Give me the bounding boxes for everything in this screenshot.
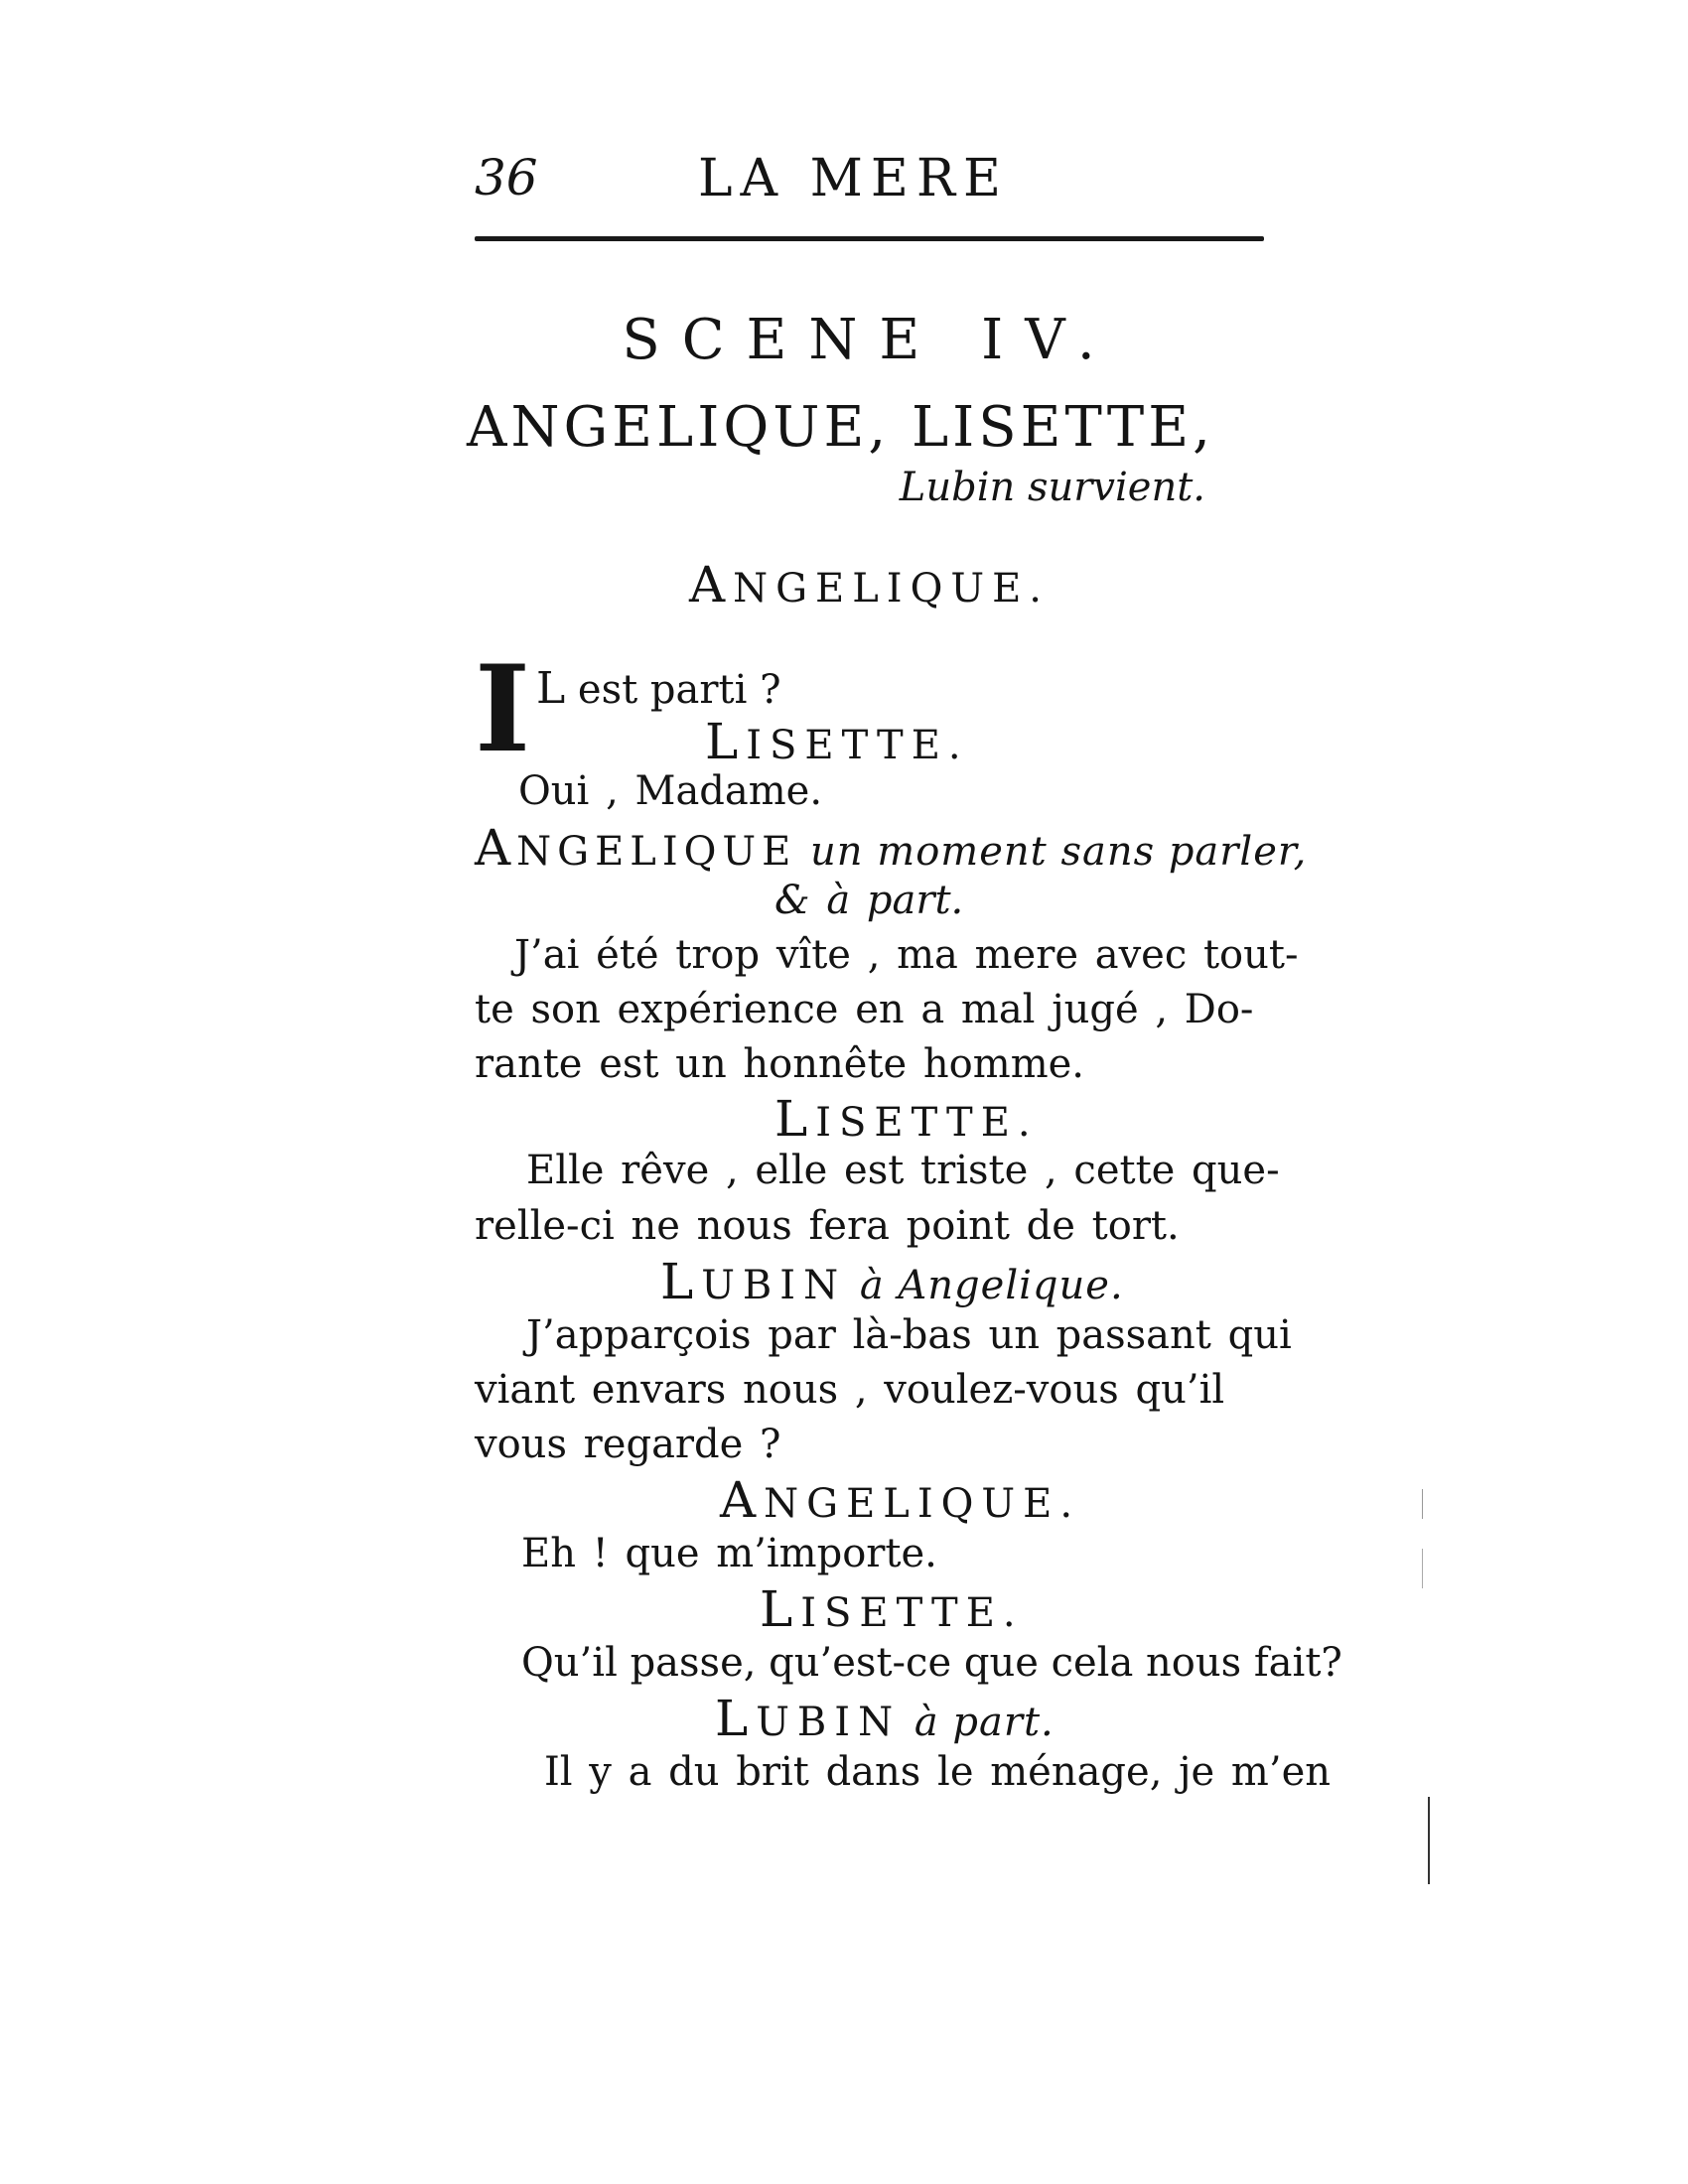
header-rule (475, 236, 1264, 241)
speaker-heading: ANGELIQUE un moment sans parler, (475, 819, 1308, 877)
dialogue-line: te son expérience en a mal jugé , Do- (475, 987, 1254, 1032)
dialogue-line: Eh ! que m’importe. (521, 1531, 937, 1576)
dialogue-line: J’apparçois par là-bas un passant qui (526, 1312, 1292, 1358)
dialogue-line: viant envars nous , voulez-vous qu’il (475, 1367, 1225, 1413)
stage-note: un moment sans parler, (796, 829, 1308, 875)
speaker-heading: ANGELIQUE. (720, 1471, 1081, 1529)
stage-note: & à part. (774, 878, 964, 923)
dialogue-line: vous regarde ? (475, 1422, 781, 1467)
drop-cap: I (475, 639, 531, 779)
stage-note: à Angelique. (846, 1263, 1124, 1308)
speaker-heading: LUBIN à part. (715, 1690, 1055, 1747)
scan-mark (1422, 1549, 1423, 1588)
dialogue-line: Il y a du brit dans le ménage, je m’en (544, 1749, 1331, 1795)
dialogue-line: relle-ci ne nous fera point de tort. (475, 1203, 1180, 1249)
page-header (475, 149, 1269, 218)
dialogue-line: J’ai été trop vîte , ma mere avec tout- (514, 932, 1299, 978)
cast-list: ANGELIQUE, LISETTE, (467, 395, 1214, 460)
scan-mark (1428, 1797, 1430, 1884)
page-number: 36 (475, 149, 538, 206)
speaker-heading: LISETTE. (760, 1580, 1024, 1638)
stage-direction: Lubin survient. (899, 465, 1205, 510)
speaker-heading: LUBIN à Angelique. (660, 1253, 1124, 1310)
scene-title: SCENE IV. (622, 308, 1117, 372)
speaker-heading: ANGELIQUE. (688, 556, 1051, 614)
dialogue-line: L est parti ? (536, 663, 781, 714)
stage-note: à part. (901, 1700, 1055, 1745)
dialogue-line: rante est un honnête homme. (475, 1041, 1085, 1087)
speaker-heading: LISETTE. (705, 713, 969, 770)
dialogue-line: Oui , Madame. (518, 768, 823, 814)
running-title: LA MERE (698, 149, 1009, 208)
scan-mark (1422, 1489, 1423, 1519)
dialogue-line: Qu’il passe, qu’est-ce que cela nous fait? (521, 1640, 1342, 1686)
speaker-heading: LISETTE. (774, 1090, 1039, 1148)
dialogue-line: Elle rêve , elle est triste , cette que- (526, 1148, 1280, 1193)
